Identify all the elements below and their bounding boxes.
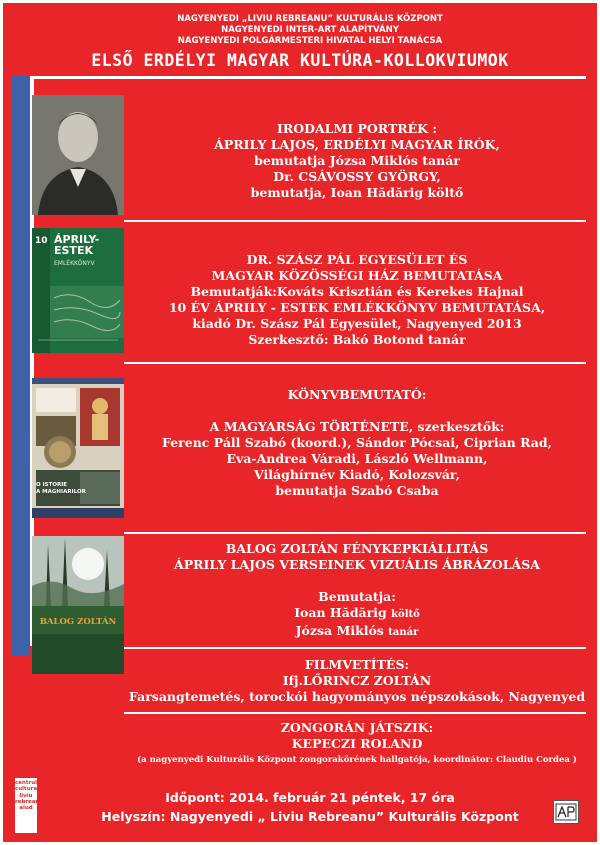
section-line: kiadó Dr. Szász Pál Egyesület, Nagyenyed 2013 [192,316,522,331]
section-line: bemutatja Szabó Csaba [275,483,439,498]
organizer-line-1: NAGYENYEDI „LIVIU REBREANU” KULTURÁLIS KÖZPONT [177,14,443,24]
presenter-role: költő [391,609,420,620]
inter-art-logo [553,800,579,824]
section-line: 10 ÉV ÁPRILY - ESTEK EMLÉKKÖNYV BEMUTATÁSA, [168,300,546,315]
balog-zoltan-book-cover [32,536,124,674]
section-note: (a nagyenyedi Kulturális Központ zongorakörének hallgatója, koordinátor: Claudiu Cordea ) [137,755,577,765]
book-title: ÁPRILY- ESTEK [54,233,100,257]
section-heading: KÖNYVBEMUTATÓ: [287,387,427,402]
section-literary-portraits [128,121,586,201]
poster-title: ELSŐ ERDÉLYI MAGYAR KULTÚRA-KOLLOKVIUMOK [91,51,509,70]
section-line: bemutatja Józsa Miklós tanár [254,153,460,168]
accent-bar [12,76,30,656]
organizer-line-3: NAGYENYEDI POLGÁRMESTERI HIVATAL HELYI TANÁCSA [177,36,443,46]
section-line: DR. SZÁSZ PÁL EGYESÜLET ÉS [246,252,468,267]
aprily-estek-book-cover [32,228,124,353]
presenter-name: Ioan Hădărig [294,605,387,620]
presenter-label: Bemutatja: [318,589,396,604]
section-film-screening [128,657,586,705]
section-line: MAGYAR KÖZÖSSÉGI HÁZ BEMUTATÁSA [211,268,503,283]
section-line: A MAGYARSÁG TÖRTÉNETE, szerkesztők: [209,419,505,434]
presenter-1 [128,605,586,623]
portrait-photo [32,95,124,215]
cultural-center-logo: centrul cultural liviu rebreanu aiud [15,778,37,833]
section-szasz-pal-association [128,252,586,348]
separator [124,712,586,714]
section-line: Ferenc Páll Szabó (koord.), Sándor Pócsai, Ciprian Rad, [162,435,552,450]
event-place: Helyszín: Nagyenyedi „ Liviu Rebreanu” Kulturális Központ [101,809,519,824]
section-line: FILMVETÍTÉS: [304,657,410,672]
event-time: Időpont: 2014. február 21 péntek, 17 óra [165,790,455,805]
section-line: BALOG ZOLTÁN FÉNYKEPKIÁLLITÁS [225,541,489,556]
separator [124,532,586,534]
section-line: Világhírnév Kiadó, Kolozsvár, [254,467,460,482]
presenter-name: Józsa Miklós [295,623,384,638]
section-line: Eva-Andrea Váradi, László Wellmann, [226,451,488,466]
book-subtitle: EMLÉKKÖNYV [54,260,95,267]
section-line: Farsangtemetés, torockói hagyományos népszokások, Nagyenyed [128,689,586,704]
history-book-title: O ISTORIE A MAGHIARILOR [36,482,86,495]
book-number: 10 [35,236,48,246]
section-line: Dr. CSÁVOSSY GYÖRGY, [273,169,441,184]
section-line: ÁPRILY LAJOS, ERDÉLYI MAGYAR ÍRÓK, [214,137,500,152]
section-line: ZONGORÁN JÁTSZIK: [280,720,434,735]
presenter-role: tanár [388,627,419,638]
presenter-2 [128,623,586,641]
section-line: Bemutatják:Kováts Krisztián és Kerekes Hajnal [190,284,524,299]
section-line: Ifj.LŐRINCZ ZOLTÁN [282,673,432,688]
balog-book-title: BALOG ZOLTÁN [39,617,117,627]
section-book-presentation [128,387,586,499]
section-line: ÁPRILY LAJOS VERSEINEK VIZUÁLIS ÁBRÁZOLÁSA [174,557,540,572]
section-line: IRODALMI PORTRÉK : [277,121,437,136]
section-line: KEPECZI ROLAND [291,736,423,751]
organizer-line-2: NAGYENYEDI INTER-ART ALAPÍTVÁNY [221,25,399,35]
section-line: bemutatja, Ioan Hădărig költő [250,185,464,200]
separator [124,647,586,649]
section-line: Szerkesztő: Bakó Botond tanár [248,332,466,347]
section-piano-performance [128,720,586,768]
top-rule [30,76,586,79]
separator [124,362,586,364]
separator [124,220,586,222]
history-book-cover [32,378,124,518]
section-photo-exhibition [128,541,586,641]
